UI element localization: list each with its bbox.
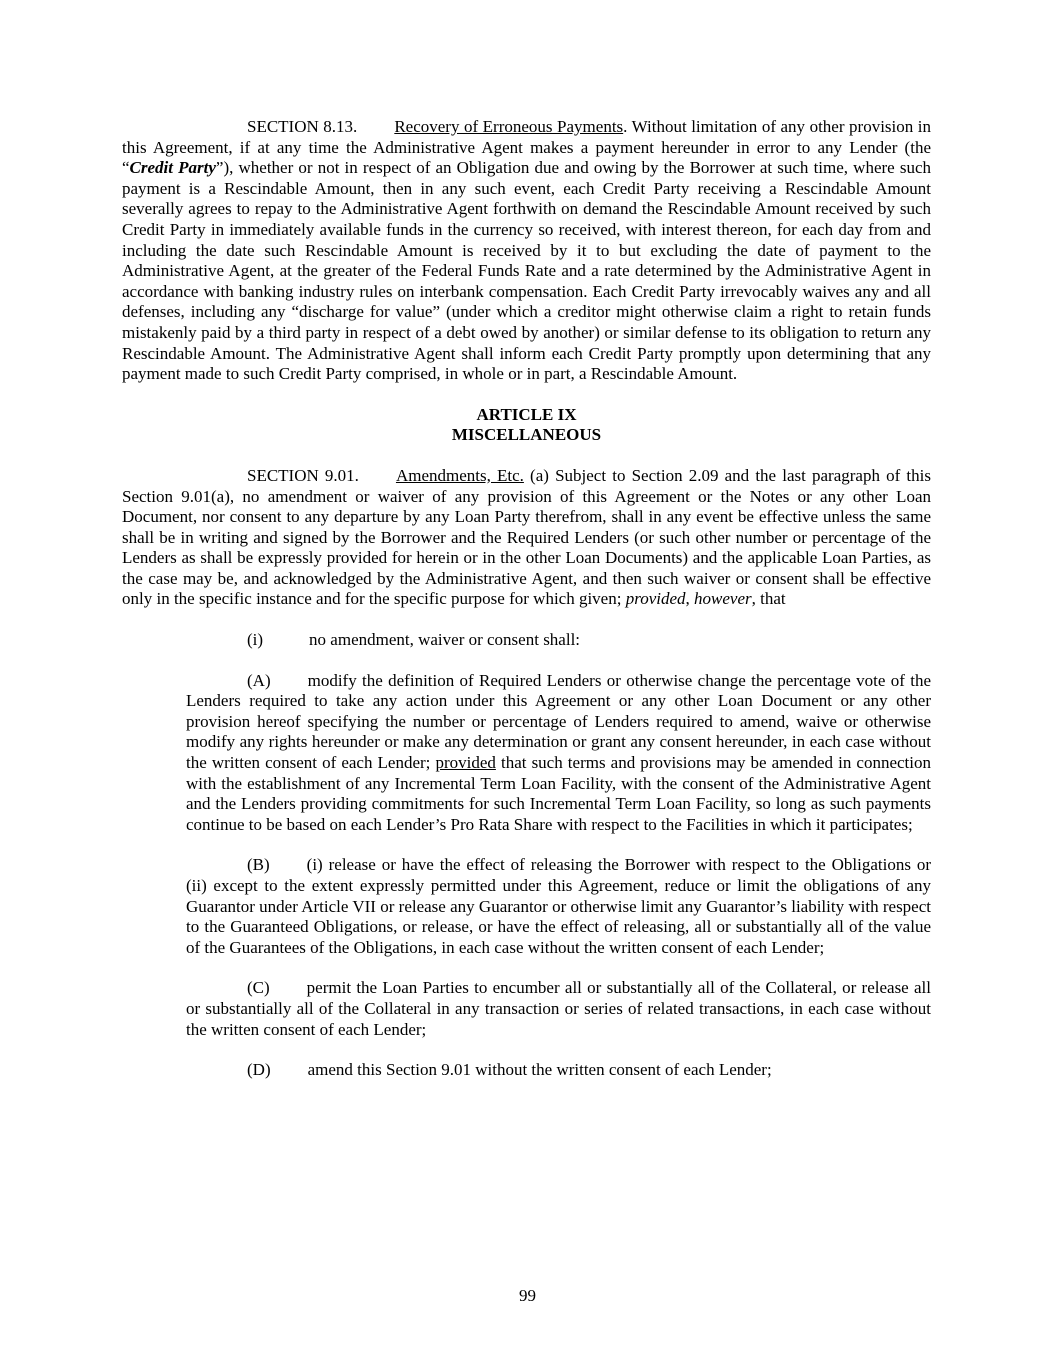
clause-d-paragraph (186, 1060, 931, 1081)
clause-c-text: permit the Loan Parties to encumber all or substantially all of the Collateral, or release all or substantially all of the Collateral in any transaction or series of related transactions, in each case without the written consent of each Lender; (186, 978, 931, 1039)
article-ix-subheading: MISCELLANEOUS (451, 425, 602, 445)
clause-d-text: amend this Section 9.01 without the written consent of each Lender; (307, 1060, 772, 1080)
clause-d-label: (D) (247, 1060, 271, 1080)
page-number: 99 (519, 1286, 536, 1306)
however-word: however (694, 589, 752, 609)
article-ix-heading: ARTICLE IX (476, 404, 577, 424)
section-9-01-label: SECTION 9.01. (247, 465, 359, 485)
section-9-01-ending: , that (751, 589, 786, 609)
credit-party-defined-term: Credit Party (129, 158, 216, 178)
section-8-13-body-1: . Without limitation of any other provision in this Agreement, if at any time the Administrative Agent makes a payment hereunder in error to any Lender (the “ (122, 117, 932, 178)
section-9-01-body-1: (a) Subject to Section 2.09 and the last paragraph of this Section 9.01(a), no amendment or waiver of any provision of this Agreement or the Notes or any other Loan Document, nor consent to any departure by any Loan Party therefrom, shall in any event be effective unless the same shall be in writing and signed by the Borrower and the Required Lenders (or such other number or percentage of the Lenders as shall be expressly provided for herein or in the other Loan Documents) and the applicable Loan Parties, as the case may be, and acknowledged by the Administrative Agent, and then such waiver or consent shall be effective only in the specific instance and for the specific purpose for which given; (122, 465, 931, 609)
article-ix-heading-block (122, 405, 931, 446)
clause-a-paragraph (186, 671, 931, 836)
clause-b-text: (i) release or have the effect of releasing the Borrower with respect to the Obligations or (ii) except to the extent expressly permitted under this Agreement, reduce or limit the obligations of any Guarantor under Article VII or release any Guarantor or otherwise limit any Guarantor’s liability with respect to the Guaranteed Obligations, or release, or have the effect of releasing, all or substantially all of the value of the Guarantees of the Obligations, in each case without the written consent of each Lender; (186, 855, 931, 957)
clause-c-paragraph (186, 978, 931, 1040)
section-8-13-body-2: ”), whether or not in respect of an Obligation due and owing by the Borrower at such time, where such payment is a Rescindable Amount, then in any such event, each Credit Party receiving a Rescindable Amount severally agrees to repay to the Administrative Agent forthwith on demand the Rescindable Amount received by such Credit Party in immediately available funds in the currency so received, with interest thereon, for each day from and including the date such Rescindable Amount is received by it to but excluding the date of payment to the Administrative Agent, at the greater of the Federal Funds Rate and a rate determined by the Administrative Agent in accordance with banking industry rules on interbank compensation. Each Credit Party irrevocably waives any and all defenses, including any “discharge for value” (under which a creditor might otherwise claim a right to retain funds mistakenly paid by a third party in respect of a debt owed by another) or similar defense to its obligation to return any Rescindable Amount. The Administrative Agent shall inform each Credit Party promptly upon determining that any payment made to such Credit Party comprised, in whole or in part, a Rescindable Amount. (122, 158, 931, 384)
clause-a-text-1: modify the definition of Required Lenders or otherwise change the percentage vote of the Lenders required to take any action under this Agreement or any other Loan Document or any other provision hereof specifying the number or percentage of Lenders required to amend, waive or otherwise modify any rights hereunder or make any determination or grant any consent hereunder, in each case without the written consent of each Lender; (186, 670, 931, 773)
clause-b-paragraph (186, 855, 931, 958)
clause-i-paragraph (186, 630, 931, 651)
clause-i-text: no amendment, waiver or consent shall: (309, 630, 581, 650)
clause-c-label: (C) (247, 978, 270, 998)
section-8-13-title: Recovery of Erroneous Payments (394, 117, 624, 136)
clause-b-label: (B) (247, 855, 270, 875)
section-9-01-title: Amendments, Etc. (395, 465, 524, 485)
section-9-01-paragraph (122, 466, 931, 610)
section-8-13-paragraph (122, 117, 931, 385)
clause-a-label: (A) (247, 670, 271, 690)
comma-separator: , (685, 589, 695, 609)
section-8-13-label: SECTION 8.13. (247, 117, 358, 136)
provided-underlined-word: provided (435, 753, 496, 773)
provided-word: provided (625, 589, 686, 609)
clause-a-text-2: that such terms and provisions may be amended in connection with the establishment of any Incremental Term Loan Facility, with the consent of the Administrative Agent and the Lenders providing commitments for such Incremental Term Loan Facility, so long as such payments continue to be based on each Lender’s Pro Rata Share with respect to the Facilities in which it participates; (186, 753, 931, 834)
clause-i-label: (i) (247, 630, 264, 650)
